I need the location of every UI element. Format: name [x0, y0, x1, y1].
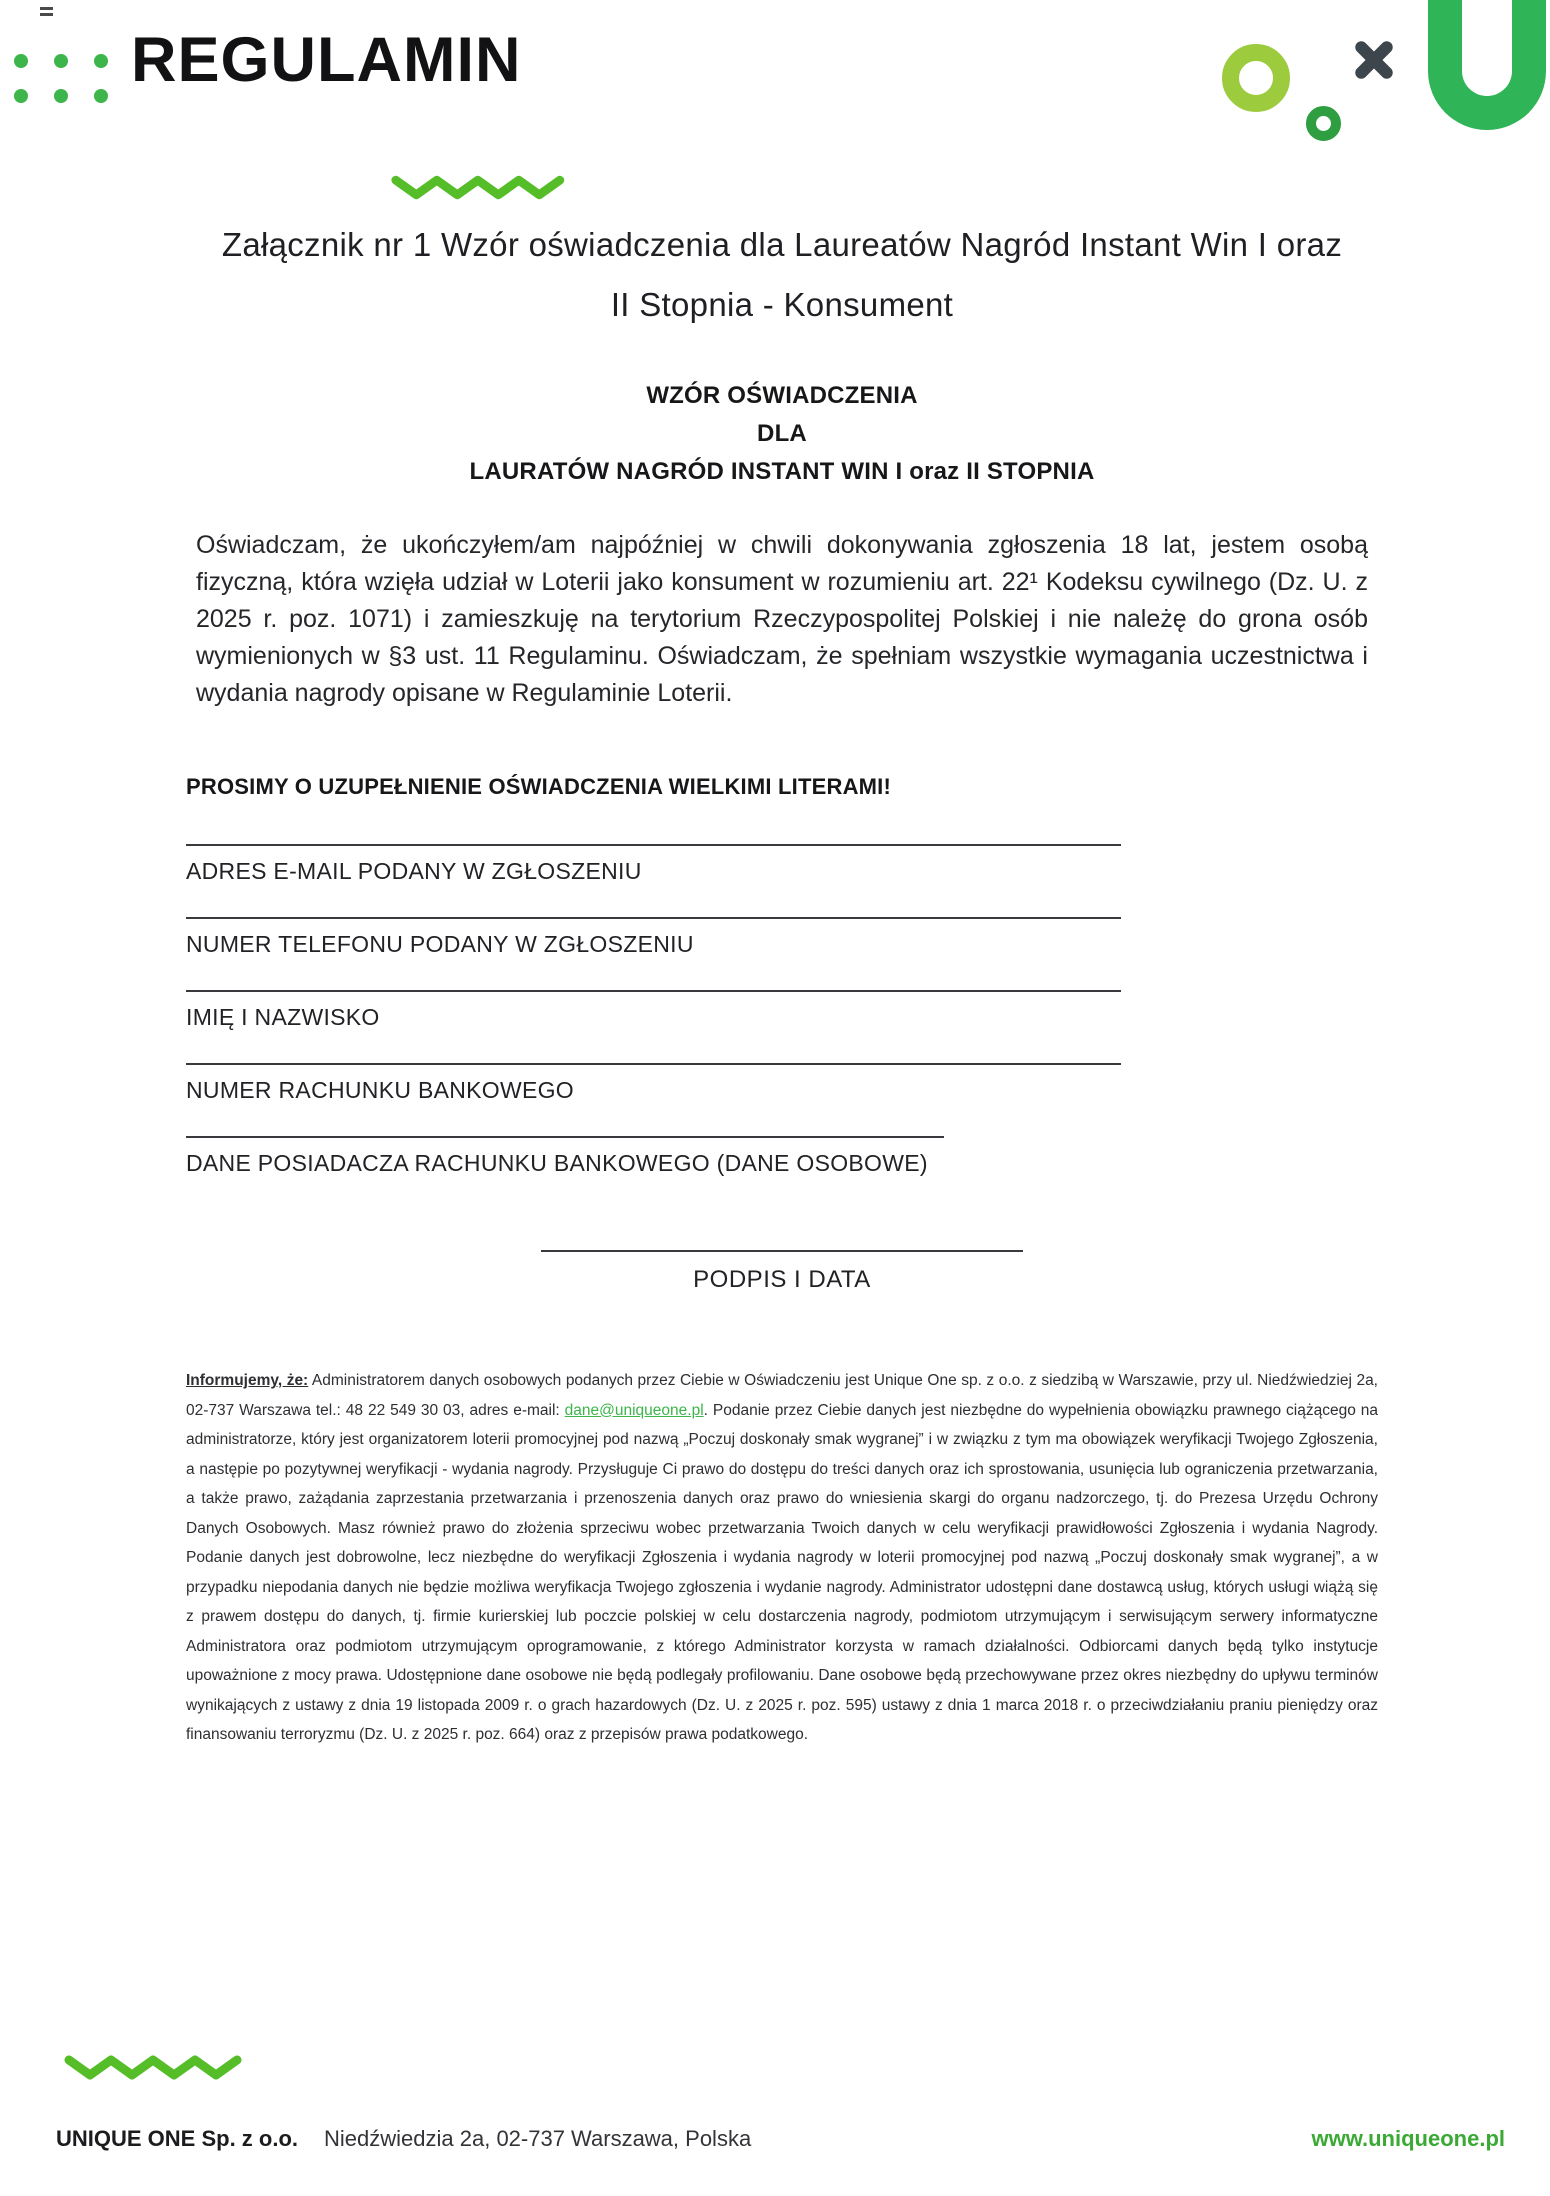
fill-line-account-holder — [186, 1136, 944, 1138]
field-label-bank-account: NUMER RACHUNKU BANKOWEGO — [186, 1077, 575, 1103]
field-email — [186, 844, 1378, 886]
attachment-heading — [186, 215, 1378, 335]
footer-row — [56, 2126, 1505, 2152]
ring-large-icon — [1222, 44, 1290, 112]
field-label-phone: NUMER TELEFONU PODANY W ZGŁOSZENIU — [186, 931, 694, 957]
email-link[interactable]: dane@uniqueone.pl — [564, 1401, 704, 1419]
dots-pattern-icon — [14, 54, 108, 103]
fill-line-phone — [186, 917, 1121, 919]
fill-line-email — [186, 844, 1121, 846]
field-label-email: ADRES E-MAIL PODANY W ZGŁOSZENIU — [186, 858, 642, 884]
corner-lines-icon — [40, 7, 53, 19]
signature-label: PODPIS I DATA — [693, 1266, 871, 1293]
attachment-heading-line2: II Stopnia - Konsument — [610, 286, 954, 323]
field-phone — [186, 917, 1378, 959]
statement-title-line2: DLA — [757, 420, 807, 447]
field-label-name: IMIĘ I NAZWISKO — [186, 1004, 380, 1030]
footer — [56, 2048, 1505, 2152]
signature-block — [186, 1250, 1378, 1294]
footer-company: UNIQUE ONE Sp. z o.o. — [56, 2126, 299, 2151]
footer-address: Niedźwiedzia 2a, 02-737 Warszawa, Polska — [324, 2126, 752, 2151]
dot — [14, 54, 28, 68]
document-content — [186, 215, 1378, 1750]
website-link[interactable]: www.uniqueone.pl — [1311, 2126, 1505, 2151]
attachment-heading-line1: Załącznik nr 1 Wzór oświadczenia dla Laureatów Nagród Instant Win I oraz — [221, 226, 1343, 263]
legal-text-2: . Podanie przez Ciebie danych jest niezbędne do wypełnienia obowiązku prawnego ciążącego na administratorze, który jest organizatorem loterii promocyjnej pod nazwą „Poczuj doskonały smak wygranej” i w związku z tym ma obowiązek weryfikacji Twojego Zgłoszenia, a następie po pozytywnej weryfikacji - wydania nagrody. Przysługuje Ci prawo do dostępu do treści danych oraz ich sprostowania, usunięcia lub ograniczenia przetwarzania, a także prawo, zażądania zaprzestania przetwarzania i przenoszenia danych oraz prawo do wniesienia skargi do organu nadzorczego, tj. do Prezesa Urzędu Ochrony Danych Osobowych. Masz również prawo do złożenia sprzeciwu wobec przetwarzania Twoich danych w celu weryfikacji prawidłowości Zgłoszenia i wydania Nagrody. Podanie danych jest dobrowolne, lecz niezbędne do weryfikacji Zgłoszenia i wydania nagrody w loterii promocyjnej pod nazwą „Poczuj doskonały smak wygranej”, a w przypadku niepodania danych nie będzie możliwa weryfikacja Twojego zgłoszenia i wydanie nagrody. Administrator udostępni dane dostawcą usług, których usługi wiążą się z prawem dostępu do danych, tj. firmie kurierskiej lub poczcie polskiej w celu dostarczenia nagrody, podmiotom utrzymującym i serwisującym serwery informatyczne Administratora oraz podmiotom utrzymującym oprogramowanie, z którego Administrator korzysta w ramach działalności. Odbiorcami danych będą tylko instytucje upoważnione z mocy prawa. Udostępnione dane osobowe nie będą podlegały profilowaniu. Dane osobowe będą przechowywane przez okres niezbędny do upływu terminów wynikających z ustawy z dnia 19 listopada 2009 r. o grach hazardowych (Dz. U. z 2025 r. poz. 595) ustawy z dnia 1 marca 2018 r. o przeciwdziałaniu praniu pieniędzy oraz finansowaniu terroryzmu (Dz. U. z 2025 r. poz. 664) oraz z przepisów prawa podatkowego. — [186, 1401, 1378, 1743]
zigzag-icon — [388, 168, 593, 208]
field-name — [186, 990, 1378, 1032]
dot — [94, 54, 108, 68]
signature-line — [541, 1250, 1023, 1252]
legal-text-1: Administratorem danych osobowych podanych przez Ciebie w Oświadczeniu jest Unique One sp. z o.o. z siedzibą w Warszawie, przy ul. Niedźwiedziej 2a, 02-737 Warszawa tel.: 48 22 549 30 03, adres e-mail: — [186, 1372, 1378, 1419]
dot — [54, 89, 68, 103]
dot — [54, 54, 68, 68]
uniqueone-u-logo — [1428, 0, 1546, 130]
field-account-holder — [186, 1136, 1378, 1178]
statement-title-line3: LAURATÓW NAGRÓD INSTANT WIN I oraz II STOPNIA — [469, 458, 1095, 485]
statement-title-line1: WZÓR OŚWIADCZENIA — [646, 382, 918, 409]
dot — [14, 89, 28, 103]
form-fields — [186, 844, 1378, 1178]
legal-lead: Informujemy, że: — [186, 1372, 309, 1389]
dot — [94, 89, 108, 103]
close-x-icon[interactable] — [1350, 36, 1398, 84]
fill-instruction: PROSIMY O UZUPEŁNIENIE OŚWIADCZENIA WIELKIMI LITERAMI! — [186, 774, 892, 799]
statement-title — [186, 377, 1378, 491]
fill-line-bank-account — [186, 1063, 1121, 1065]
footer-zigzag-icon — [56, 2048, 276, 2088]
legal-notice — [186, 1366, 1378, 1750]
ring-small-icon — [1306, 106, 1341, 141]
statement-body: Oświadczam, że ukończyłem/am najpóźniej w chwili dokonywania zgłoszenia 18 lat, jestem osobą fizyczną, która wzięła udział w Loterii jako konsument w rozumieniu art. 22¹ Kodeksu cywilnego (Dz. U. z 2025 r. poz. 1071) i zamieszkuję na terytorium Rzeczypospolitej Polskiej i nie należę do grona osób wymienionych w §3 ust. 11 Regulaminu. Oświadczam, że spełniam wszystkie wymagania uczestnictwa i wydania nagrody opisane w Regulaminie Loterii. — [196, 531, 1368, 707]
field-label-account-holder: DANE POSIADACZA RACHUNKU BANKOWEGO (DANE OSOBOWE) — [186, 1150, 928, 1176]
fill-line-name — [186, 990, 1121, 992]
field-bank-account — [186, 1063, 1378, 1105]
brand-title: REGULAMIN — [131, 25, 522, 95]
